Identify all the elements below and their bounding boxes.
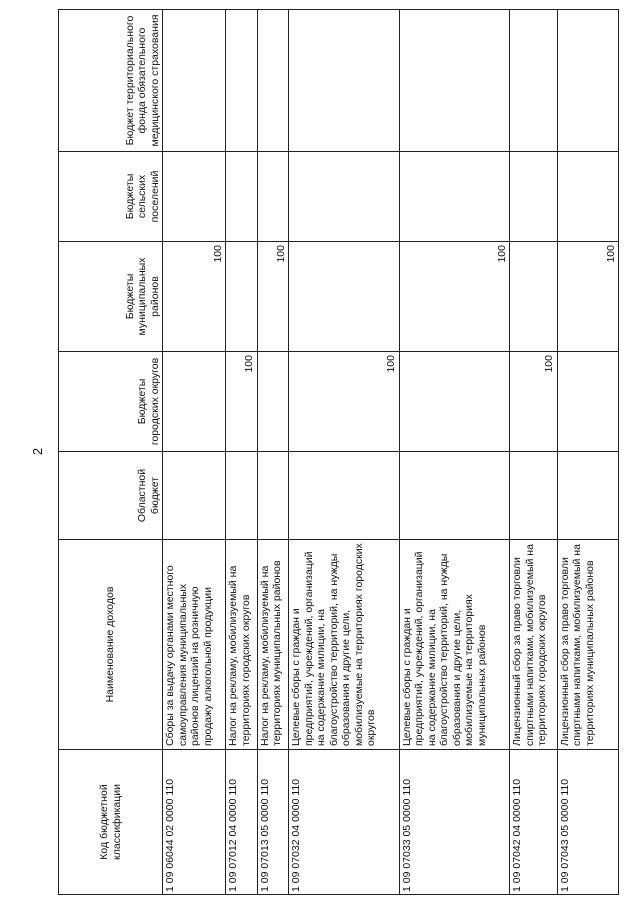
oblast-cell	[226, 452, 258, 540]
foms-cell	[163, 10, 226, 152]
oblast-cell	[557, 452, 618, 540]
oblast-cell	[510, 452, 557, 540]
code-cell: 1 09 07013 05 0000 110	[257, 750, 289, 895]
munrayon-cell: 100	[557, 242, 618, 352]
rotated-table-area	[58, 10, 619, 895]
name-cell: Сборы за выдачу органами местного самоуправления муниципальных районов лицензий на розничную продажу алкогольной продукции	[163, 540, 226, 750]
munrayon-cell	[510, 242, 557, 352]
munrayon-cell	[226, 242, 258, 352]
table-row	[510, 10, 557, 895]
gorod-cell	[163, 352, 226, 452]
gorod-cell	[557, 352, 618, 452]
selsk-cell	[399, 152, 510, 242]
selsk-cell	[289, 152, 400, 242]
header-code: Код бюджетной классификации	[59, 750, 163, 895]
selsk-cell	[510, 152, 557, 242]
foms-cell	[557, 10, 618, 152]
oblast-cell	[399, 452, 510, 540]
gorod-cell: 100	[226, 352, 258, 452]
code-cell: 1 09 06044 02 0000 110	[163, 750, 226, 895]
table-row	[399, 10, 510, 895]
selsk-cell	[163, 152, 226, 242]
header-munrayon: Бюджеты муниципальных районов	[59, 242, 163, 352]
gorod-cell	[399, 352, 510, 452]
code-cell: 1 09 07043 05 0000 110	[557, 750, 618, 895]
munrayon-cell: 100	[257, 242, 289, 352]
name-cell: Целевые сборы с граждан и предприятий, учреждений, организаций на содержание милиции, на благоустройство территорий, на нужды образования и другие цели, мобилизуемые на территориях муниципальных районов	[399, 540, 510, 750]
name-cell: Налог на рекламу, мобилизуемый на территориях муниципальных районов	[257, 540, 289, 750]
foms-cell	[510, 10, 557, 152]
revenue-table-container	[58, 10, 619, 895]
header-name: Наименование доходов	[59, 540, 163, 750]
oblast-cell	[257, 452, 289, 540]
code-cell: 1 09 07032 04 0000 110	[289, 750, 400, 895]
munrayon-cell	[289, 242, 400, 352]
table-row	[557, 10, 618, 895]
gorod-cell: 100	[510, 352, 557, 452]
foms-cell	[226, 10, 258, 152]
selsk-cell	[557, 152, 618, 242]
revenue-table	[58, 9, 619, 895]
table-row	[257, 10, 289, 895]
header-selsk: Бюджеты сельских поселений	[59, 152, 163, 242]
munrayon-cell: 100	[163, 242, 226, 352]
gorod-cell: 100	[289, 352, 400, 452]
name-cell: Целевые сборы с граждан и предприятий, учреждений, организаций на содержание милиции, на благоустройство территорий, на нужды образования и другие цели, мобилизуемые на территориях городских округов	[289, 540, 400, 750]
foms-cell	[289, 10, 400, 152]
table-row	[226, 10, 258, 895]
page-number: 2	[30, 447, 46, 456]
name-cell: Лицензионный сбор за право торговли спиртными напитками, мобилизуемый на территориях муниципальных районов	[557, 540, 618, 750]
table-row	[163, 10, 226, 895]
oblast-cell	[289, 452, 400, 540]
munrayon-cell: 100	[399, 242, 510, 352]
code-cell: 1 09 07042 04 0000 110	[510, 750, 557, 895]
header-gorod: Бюджеты городских округов	[59, 352, 163, 452]
code-cell: 1 09 07033 05 0000 110	[399, 750, 510, 895]
name-cell: Лицензионный сбор за право торговли спиртными напитками, мобилизуемый на территориях городских округов	[510, 540, 557, 750]
table-row	[289, 10, 400, 895]
foms-cell	[399, 10, 510, 152]
header-foms: Бюджет территориального фонда обязательного медицинского страхования	[59, 10, 163, 152]
selsk-cell	[257, 152, 289, 242]
oblast-cell	[163, 452, 226, 540]
foms-cell	[257, 10, 289, 152]
selsk-cell	[226, 152, 258, 242]
code-cell: 1 09 07012 04 0000 110	[226, 750, 258, 895]
table-header-row	[59, 10, 163, 895]
name-cell: Налог на рекламу, мобилизуемый на территориях городских округов	[226, 540, 258, 750]
gorod-cell	[257, 352, 289, 452]
header-oblast: Областной бюджет	[59, 452, 163, 540]
